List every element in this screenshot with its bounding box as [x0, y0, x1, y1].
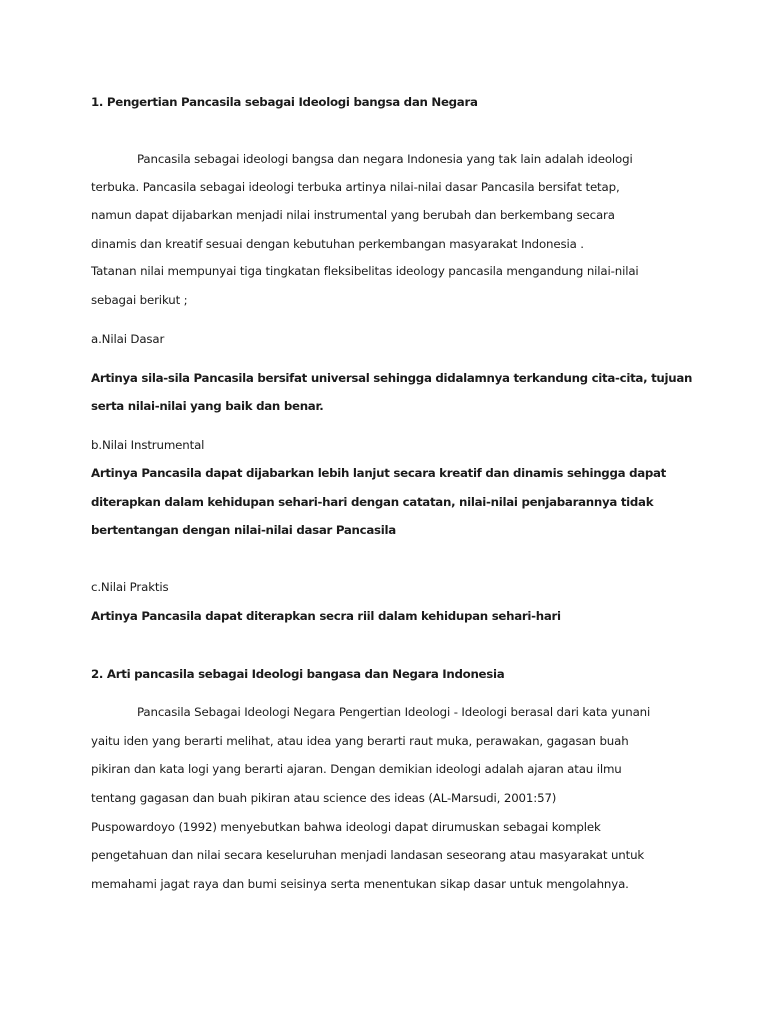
- section-2-paragraph-line: pengetahuan dan nilai secara keseluruhan menjadi landasan seseorang atau masyarakat untuk: [91, 848, 645, 862]
- nilai-praktis-text-line: Artinya Pancasila dapat diterapkan secra riil dalam kehidupan sehari-hari: [91, 609, 561, 623]
- section-2-paragraph-line: tentang gagasan dan buah pikiran atau science des ideas (AL-Marsudi, 2001:57): [91, 791, 557, 805]
- section-1-intro-line: Tatanan nilai mempunyai tiga tingkatan fleksibelitas ideology pancasila mengandung nilai-nilai: [91, 264, 639, 278]
- nilai-dasar-text-line: serta nilai-nilai yang baik dan benar.: [91, 399, 324, 413]
- section-1-intro-line: namun dapat dijabarkan menjadi nilai instrumental yang berubah dan berkembang secara: [91, 208, 615, 222]
- section-2-paragraph-line: yaitu iden yang berarti melihat, atau idea yang berarti raut muka, perawakan, gagasan buah: [91, 734, 629, 748]
- nilai-praktis-title: c.Nilai Praktis: [91, 580, 169, 594]
- section-1-intro-line: terbuka. Pancasila sebagai ideologi terbuka artinya nilai-nilai dasar Pancasila bersifat tetap,: [91, 180, 620, 194]
- section-2-paragraph-line: memahami jagat raya dan bumi seisinya serta menentukan sikap dasar untuk mengolahnya.: [91, 877, 629, 891]
- nilai-dasar-text-line: Artinya sila-sila Pancasila bersifat universal sehingga didalamnya terkandung cita-cita, tujuan: [91, 371, 693, 385]
- section-1-intro-line: sebagai berikut ;: [91, 293, 188, 307]
- section-2-paragraph-line: pikiran dan kata logi yang berarti ajaran. Dengan demikian ideologi adalah ajaran atau ilmu: [91, 762, 622, 776]
- nilai-instrumental-text-line: diterapkan dalam kehidupan sehari-hari dengan catatan, nilai-nilai penjabarannya tidak: [91, 495, 654, 509]
- section-1-intro-line: dinamis dan kreatif sesuai dengan kebutuhan perkembangan masyarakat Indonesia .: [91, 237, 584, 251]
- section-2-paragraph-line: Pancasila Sebagai Ideologi Negara Pengertian Ideologi - Ideologi berasal dari kata yunani: [137, 705, 651, 719]
- nilai-instrumental-title: b.Nilai Instrumental: [91, 438, 205, 452]
- nilai-instrumental-text-line: Artinya Pancasila dapat dijabarkan lebih lanjut secara kreatif dan dinamis sehingga dapat: [91, 466, 667, 480]
- section-1-intro-line: Pancasila sebagai ideologi bangsa dan negara Indonesia yang tak lain adalah ideologi: [137, 152, 633, 166]
- section-1-heading: 1. Pengertian Pancasila sebagai Ideologi bangsa dan Negara: [91, 95, 478, 109]
- section-2-paragraph-line: Puspowardoyo (1992) menyebutkan bahwa ideologi dapat dirumuskan sebagai komplek: [91, 820, 601, 834]
- nilai-instrumental-text-line: bertentangan dengan nilai-nilai dasar Pancasila: [91, 523, 396, 537]
- section-2-heading: 2. Arti pancasila sebagai Ideologi bangasa dan Negara Indonesia: [91, 667, 505, 681]
- nilai-dasar-title: a.Nilai Dasar: [91, 332, 165, 346]
